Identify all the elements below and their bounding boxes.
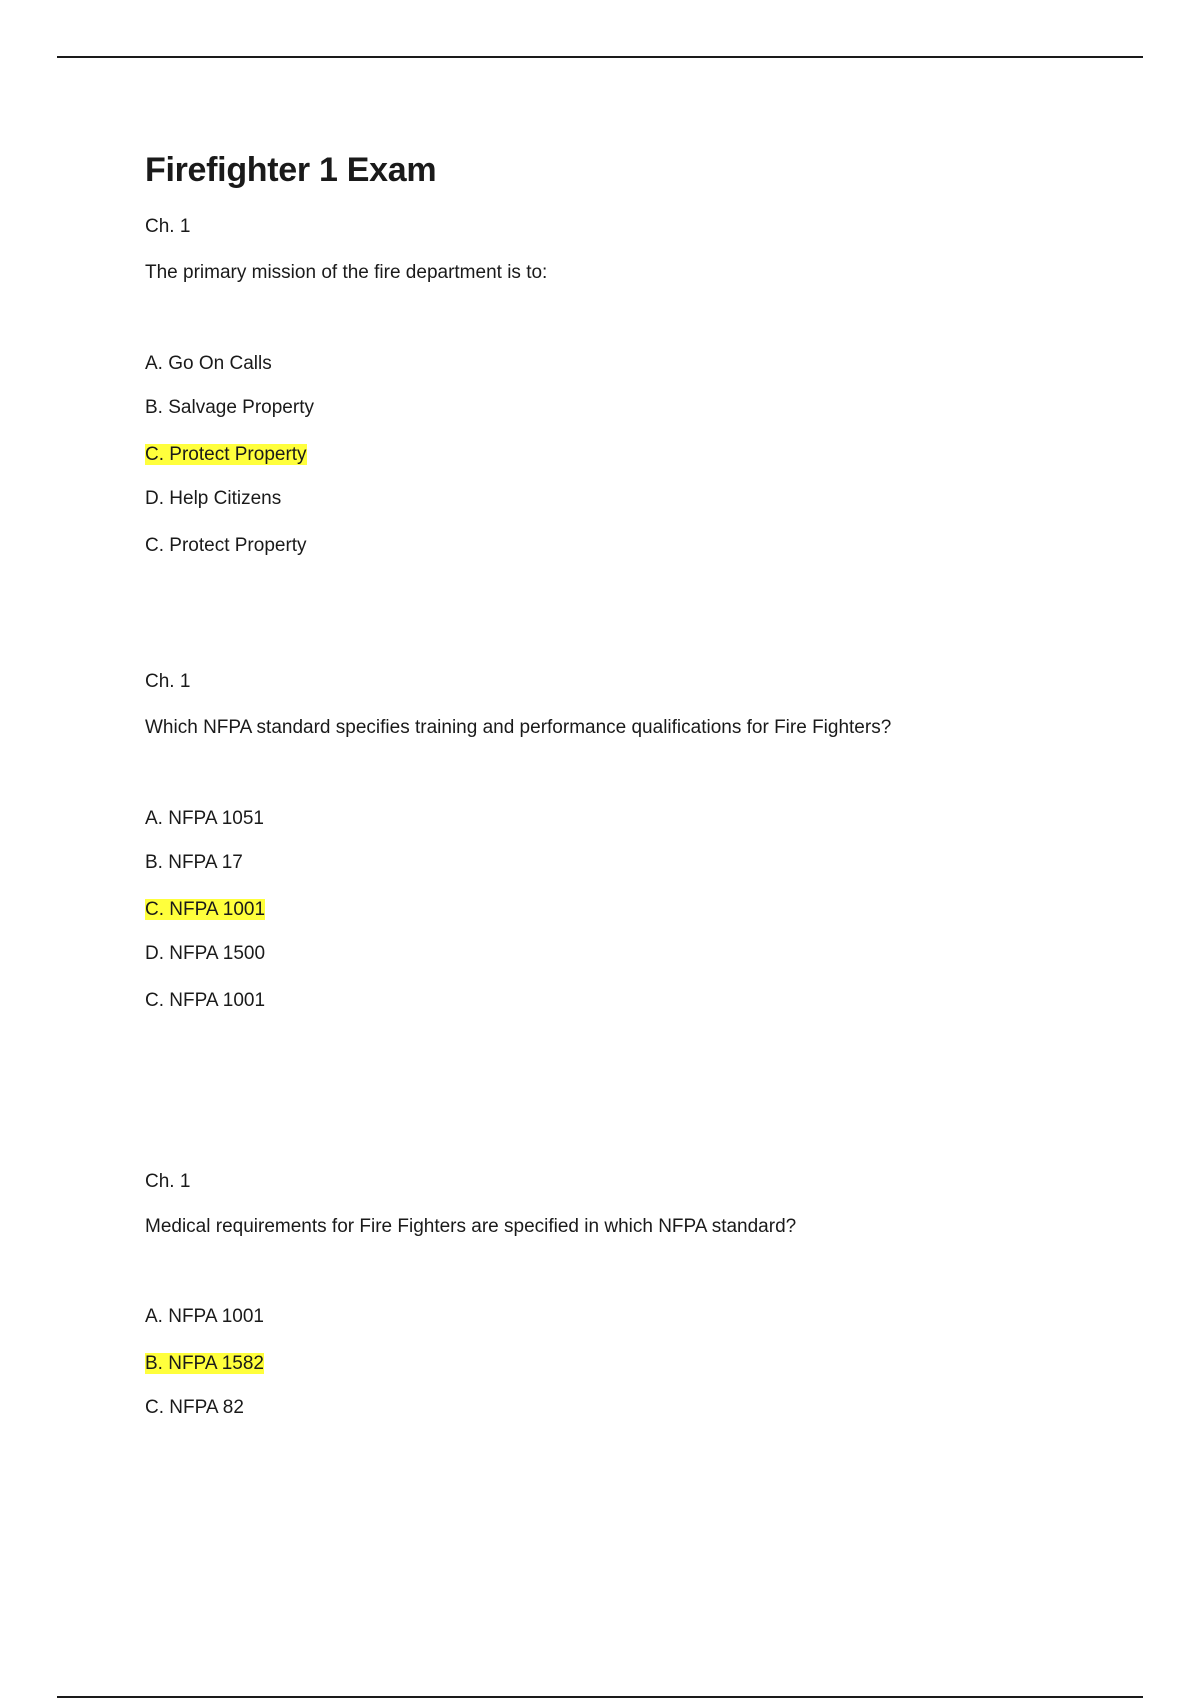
chapter-label: Ch. 1 — [145, 671, 191, 692]
footer-rule — [57, 1696, 1143, 1698]
question-prompt: The primary mission of the fire department is to: — [145, 262, 548, 283]
answer-option-b — [145, 1351, 264, 1377]
answer-option-b: B. Salvage Property — [145, 397, 314, 418]
highlighted-correct-option: B. NFPA 1582 — [145, 1353, 264, 1374]
chapter-label: Ch. 1 — [145, 1171, 191, 1192]
chapter-label: Ch. 1 — [145, 216, 191, 237]
correct-answer: C. NFPA 1001 — [145, 990, 266, 1011]
answer-option-b: B. NFPA 17 — [145, 852, 243, 873]
highlighted-correct-option: C. Protect Property — [145, 444, 307, 465]
correct-answer: C. Protect Property — [145, 535, 307, 556]
question-prompt: Which NFPA standard specifies training and performance qualifications for Fire Fighters? — [145, 717, 892, 738]
highlighted-correct-option: C. NFPA 1001 — [145, 899, 266, 920]
answer-option-a: A. NFPA 1001 — [145, 1306, 264, 1327]
answer-option-c: C. NFPA 82 — [145, 1397, 244, 1418]
header-rule — [57, 56, 1143, 58]
answer-option-c — [145, 897, 265, 923]
question-prompt: Medical requirements for Fire Fighters are specified in which NFPA standard? — [145, 1216, 797, 1237]
answer-option-a: A. NFPA 1051 — [145, 808, 264, 829]
answer-option-d: D. Help Citizens — [145, 488, 282, 509]
answer-option-a: A. Go On Calls — [145, 353, 272, 374]
document-title: Firefighter 1 Exam — [145, 151, 437, 189]
answer-option-c — [145, 442, 307, 468]
answer-option-d: D. NFPA 1500 — [145, 943, 266, 964]
